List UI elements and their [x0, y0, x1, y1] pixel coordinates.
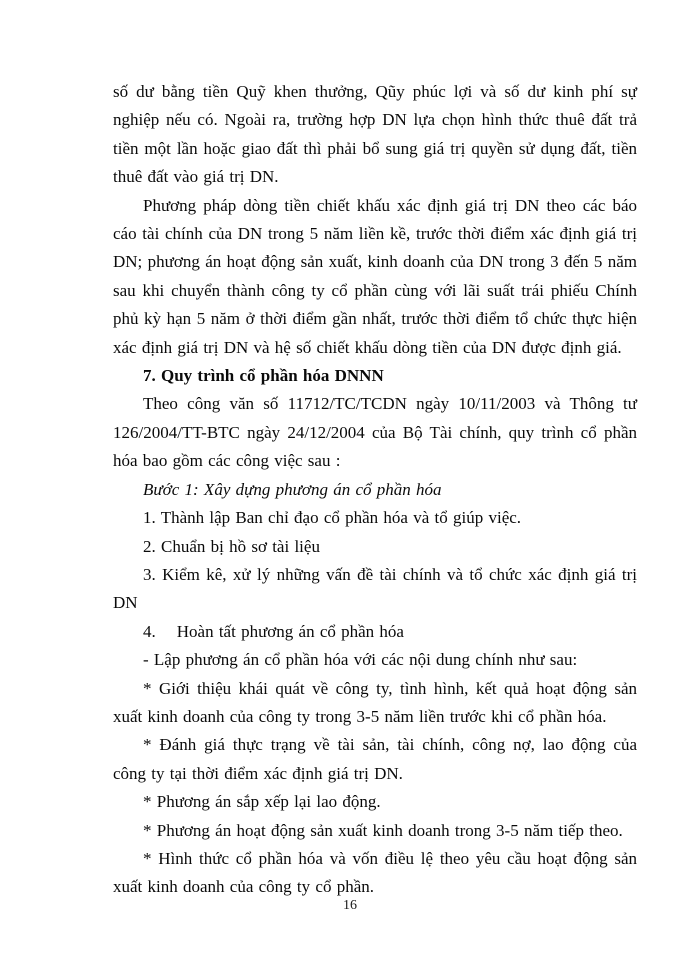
paragraph: số dư bằng tiền Quỹ khen thưởng, Qũy phúc lợi và số dư kinh phí sự nghiệp nếu có. Ngoài ra, trường hợp DN lựa chọn hình thức thuê đất trả tiền một lần hoặc giao đất thì phải bổ sung giá trị quyền sử dụng đất, tiền thuê đất vào giá trị DN.	[113, 82, 637, 187]
list-item: - Lập phương án cổ phần hóa với các nội dung chính như sau:	[143, 650, 578, 670]
list-item: * Đánh giá thực trạng về tài sản, tài chính, công nợ, lao động của công ty tại thời điểm xác định giá trị DN.	[113, 735, 637, 783]
paragraph: Theo công văn số 11712/TC/TCDN ngày 10/11/2003 và Thông tư 126/2004/TT-BTC ngày 24/12/2004 của Bộ Tài chính, quy trình cổ phần hóa bao gồm các công việc sau :	[113, 394, 637, 471]
section-heading: 7. Quy trình cổ phần hóa DNNN	[143, 366, 384, 386]
list-item: 3. Kiểm kê, xử lý những vấn đề tài chính và tổ chức xác định giá trị DN	[113, 564, 637, 613]
paragraph: Phương pháp dòng tiền chiết khấu xác định giá trị DN theo các báo cáo tài chính của DN trong 5 năm liền kề, trước thời điểm xác định giá trị DN; phương án hoạt động sản xuất, kinh doanh của DN trong 3 đến 5 năm sau khi chuyển thành công ty cổ phần cùng với lãi suất trái phiếu Chính phủ kỳ hạn 5 năm ở thời điểm gần nhất, trước thời điểm tổ chức thực hiện xác định giá trị DN và hệ số chiết khấu dòng tiền của DN được định giá.	[113, 195, 637, 357]
list-item: * Giới thiệu khái quát về công ty, tình hình, kết quả hoạt động sản xuất kinh doanh của công ty trong 3-5 năm liền trước khi cổ phần hóa.	[113, 678, 637, 726]
list-item: * Phương án sắp xếp lại lao động.	[143, 792, 381, 812]
list-item: * Phương án hoạt động sản xuất kinh doanh trong 3-5 năm tiếp theo.	[143, 820, 623, 840]
list-item: 4. Hoàn tất phương án cổ phần hóa	[143, 621, 404, 641]
step-label: Bước 1: Xây dựng phương án cổ phần hóa	[143, 479, 442, 499]
list-item: 1. Thành lập Ban chỉ đạo cổ phần hóa và tổ giúp việc.	[143, 508, 522, 528]
list-item: 2. Chuẩn bị hồ sơ tài liệu	[143, 536, 320, 556]
list-item: * Hình thức cổ phần hóa và vốn điều lệ theo yêu cầu hoạt động sản xuất kinh doanh của công ty cổ phần.	[113, 848, 637, 897]
page-number: 16	[343, 898, 357, 913]
document-body	[113, 78, 637, 902]
